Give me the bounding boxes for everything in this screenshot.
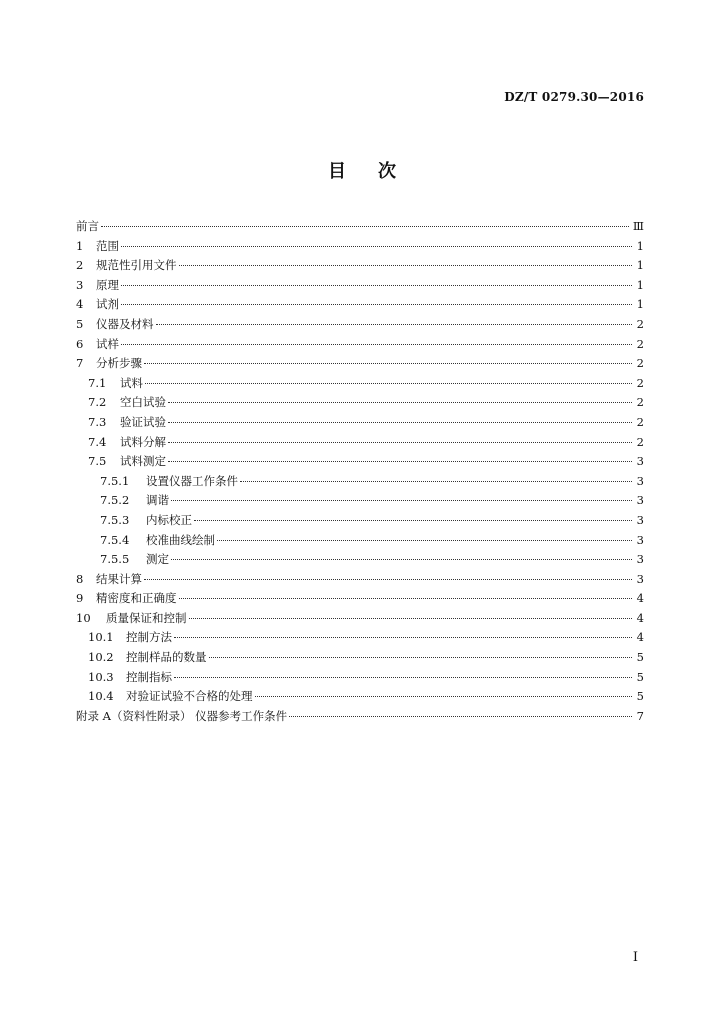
toc-entry-number: 2	[76, 258, 84, 273]
toc-entry[interactable]	[76, 708, 644, 728]
dot-leader	[168, 422, 632, 423]
toc-entry-page: 2	[636, 356, 644, 371]
toc-entry-label: 质量保证和控制	[106, 610, 187, 625]
toc-entry-label: 分析步骤	[96, 356, 142, 371]
toc-entry-page: 1	[636, 238, 644, 253]
toc-entry-number: 10	[76, 610, 91, 625]
dot-leader	[179, 265, 633, 266]
toc-entry[interactable]	[76, 669, 644, 689]
toc-entry-page: 2	[636, 336, 644, 351]
page-title: 目次	[328, 161, 428, 182]
toc-entry-label: 仪器及材料	[96, 316, 154, 331]
dot-leader	[121, 304, 632, 305]
dot-leader	[209, 657, 633, 658]
toc-entry[interactable]	[76, 688, 644, 708]
toc-entry-page: 7	[636, 708, 644, 723]
toc-entry-number: 7.5.4	[100, 532, 130, 547]
toc-entry-number: 7.3	[88, 414, 107, 429]
toc-entry[interactable]	[76, 473, 644, 493]
toc-entry-page: 5	[636, 669, 644, 684]
toc-entry-label: 控制样品的数量	[126, 650, 207, 665]
toc-entry[interactable]	[76, 218, 644, 238]
toc-entry[interactable]	[76, 453, 644, 473]
toc-entry[interactable]	[76, 375, 644, 395]
toc-entry-page: 4	[636, 591, 644, 606]
toc-entry-number: 10.2	[88, 650, 114, 665]
toc-entry[interactable]	[76, 590, 644, 610]
dot-leader	[168, 442, 632, 443]
toc-entry-label: 控制方法	[126, 630, 172, 645]
dot-leader	[255, 696, 633, 697]
toc-entry-page: 3	[636, 532, 644, 547]
toc-entry[interactable]	[76, 649, 644, 669]
standard-code: DZ/T 0279.30—2016	[504, 90, 644, 104]
toc-entry-number: 7.5.3	[100, 512, 130, 527]
toc-entry-label: 范围	[96, 238, 119, 253]
toc-entry-number: 7.2	[88, 395, 107, 410]
toc-entry[interactable]	[76, 629, 644, 649]
dot-leader	[144, 579, 632, 580]
toc-entry-page: 4	[636, 630, 644, 645]
dot-leader	[156, 324, 633, 325]
toc-entry-page: 4	[636, 610, 644, 625]
toc-entry[interactable]	[76, 277, 644, 297]
toc-entry[interactable]	[76, 394, 644, 414]
toc-entry-number: 10.1	[88, 630, 114, 645]
toc-entry-page: 3	[636, 552, 644, 567]
toc-entry-page: 2	[636, 316, 644, 331]
toc-entry-page: 3	[636, 454, 644, 469]
toc-entry-label: 规范性引用文件	[96, 258, 177, 273]
toc-entry[interactable]	[76, 532, 644, 552]
toc-entry-page: 2	[636, 434, 644, 449]
toc-entry-page: 1	[636, 297, 644, 312]
toc-entry-page: 2	[636, 414, 644, 429]
toc-entry-page: Ⅲ	[632, 219, 644, 233]
toc-entry-label: 测定	[146, 552, 169, 567]
dot-leader	[121, 285, 632, 286]
dot-leader	[179, 598, 633, 599]
toc-entry-label: 试剂	[96, 297, 119, 312]
toc-entry-number: 5	[76, 316, 84, 331]
toc-entry-number: 4	[76, 297, 84, 312]
toc-entry-number: 8	[76, 571, 84, 586]
page-number: I	[632, 950, 638, 965]
toc-entry[interactable]	[76, 257, 644, 277]
dot-leader	[144, 363, 632, 364]
toc-entry-number: 7.1	[88, 375, 107, 390]
toc-entry[interactable]	[76, 355, 644, 375]
toc-entry-label: 前言	[76, 219, 99, 233]
toc-entry[interactable]	[76, 296, 644, 316]
toc-entry-number: 7.4	[88, 434, 107, 449]
toc-entry-label: 试料测定	[120, 454, 166, 469]
dot-leader	[174, 637, 632, 638]
dot-leader	[189, 618, 633, 619]
dot-leader	[174, 677, 632, 678]
toc-entry-page: 3	[636, 493, 644, 508]
toc-entry[interactable]	[76, 492, 644, 512]
toc-entry-number: 7.5.1	[100, 473, 130, 488]
dot-leader	[101, 226, 629, 227]
toc-entry-number: 7.5.2	[100, 493, 130, 508]
toc-entry-number: 1	[76, 238, 84, 253]
dot-leader	[240, 481, 632, 482]
toc-entry-number: 7.5	[88, 454, 107, 469]
toc-entry[interactable]	[76, 571, 644, 591]
dot-leader	[168, 402, 632, 403]
dot-leader	[289, 716, 632, 717]
toc-entry-label: 设置仪器工作条件	[146, 473, 238, 488]
toc-entry[interactable]	[76, 336, 644, 356]
toc-entry-page: 3	[636, 512, 644, 527]
toc-entry-label: 内标校正	[146, 512, 192, 527]
toc-entry-label: 附录 A（资料性附录） 仪器参考工作条件	[76, 708, 288, 723]
toc-entry-page: 3	[636, 571, 644, 586]
toc-entry[interactable]	[76, 434, 644, 454]
toc-entry-number: 6	[76, 336, 84, 351]
dot-leader	[121, 246, 632, 247]
toc-entry-number: 10.4	[88, 689, 114, 704]
toc-entry-label: 空白试验	[120, 395, 166, 410]
toc-entry-label: 验证试验	[120, 414, 166, 429]
dot-leader	[168, 461, 632, 462]
toc-entry-label: 试料	[120, 375, 143, 390]
toc-entry-label: 对验证试验不合格的处理	[126, 689, 253, 704]
toc-entry-page: 2	[636, 395, 644, 410]
toc-entry-label: 原理	[96, 277, 119, 292]
toc-entry-page: 1	[636, 258, 644, 273]
toc-entry[interactable]	[76, 551, 644, 571]
toc-entry-label: 试料分解	[120, 434, 166, 449]
toc-entry-page: 3	[636, 473, 644, 488]
toc-entry-page: 5	[636, 650, 644, 665]
toc-entry-page: 5	[636, 689, 644, 704]
toc-entry-label: 校准曲线绘制	[146, 532, 215, 547]
toc-entry-page: 2	[636, 375, 644, 390]
dot-leader	[121, 344, 632, 345]
toc-entry-label: 结果计算	[96, 571, 142, 586]
toc-entry-label: 精密度和正确度	[96, 591, 177, 606]
toc-entry-number: 10.3	[88, 669, 114, 684]
toc-entry-number: 7	[76, 356, 84, 371]
dot-leader	[171, 500, 632, 501]
table-of-contents	[76, 218, 644, 727]
toc-entry-number: 9	[76, 591, 84, 606]
toc-entry[interactable]	[76, 512, 644, 532]
toc-entry[interactable]	[76, 238, 644, 258]
dot-leader	[217, 540, 632, 541]
toc-entry-number: 7.5.5	[100, 552, 130, 567]
toc-entry-label: 试样	[96, 336, 119, 351]
dot-leader	[194, 520, 632, 521]
toc-entry-page: 1	[636, 277, 644, 292]
toc-entry[interactable]	[76, 414, 644, 434]
toc-entry-number: 3	[76, 277, 84, 292]
toc-entry-label: 控制指标	[126, 669, 172, 684]
dot-leader	[171, 559, 632, 560]
toc-entry[interactable]	[76, 316, 644, 336]
dot-leader	[145, 383, 632, 384]
toc-entry-label: 调谐	[146, 493, 169, 508]
toc-entry[interactable]	[76, 610, 644, 630]
